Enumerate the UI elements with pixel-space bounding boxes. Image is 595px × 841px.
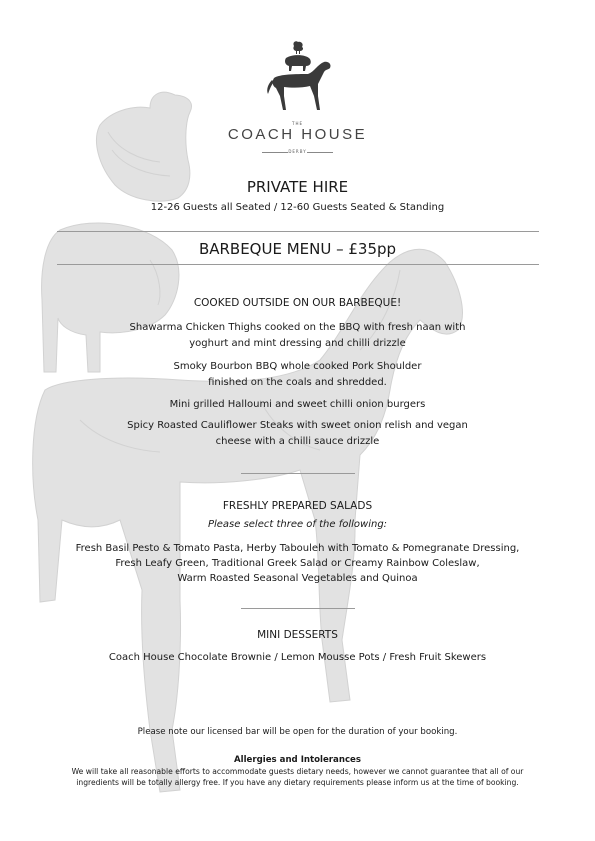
bbq-line: yoghurt and mint dressing and chilli drizzle	[189, 338, 406, 349]
allergies-text: We will take all reasonable efforts to accommodate guests dietary needs, however we cannot guarantee that all of our	[71, 767, 524, 776]
menu-title: BARBEQUE MENU – £35pp	[198, 240, 397, 258]
salads-heading: FRESHLY PREPARED SALADS	[222, 500, 373, 512]
bbq-line: Shawarma Chicken Thighs cooked on the BBQ with fresh naan with	[129, 322, 466, 333]
section-divider	[241, 473, 355, 474]
allergies-text: ingredients will be totally allergy free. If you have any dietary requirements please inform us at the time of booking.	[76, 778, 519, 787]
salad-line: Fresh Leafy Green, Traditional Greek Salad or Creamy Rainbow Coleslaw,	[115, 558, 480, 569]
desserts-line: Coach House Chocolate Brownie / Lemon Mousse Pots / Fresh Fruit Skewers	[108, 652, 487, 663]
bbq-line: Smoky Bourbon BBQ whole cooked Pork Shoulder	[173, 361, 422, 372]
section-divider	[241, 608, 355, 609]
bbq-line: cheese with a chilli sauce drizzle	[215, 436, 380, 447]
brand-prefix: THE	[292, 121, 303, 126]
salad-line: Fresh Basil Pesto & Tomato Pasta, Herby Tabouleh with Tomato & Pomegranate Dressing,	[75, 543, 520, 554]
bar-note: Please note our licensed bar will be open for the duration of your booking.	[137, 727, 458, 737]
bbq-line: finished on the coals and shredded.	[208, 377, 387, 388]
stacked-animals-logo-icon	[258, 38, 338, 120]
bbq-line: Spicy Roasted Cauliflower Steaks with sweet onion relish and vegan	[127, 420, 468, 431]
salads-instruction: Please select three of the following:	[207, 519, 388, 530]
bbq-line: Mini grilled Halloumi and sweet chilli onion burgers	[169, 399, 426, 410]
divider-bottom	[57, 264, 539, 265]
divider-top	[57, 231, 539, 232]
brand-name: COACH HOUSE	[227, 126, 368, 143]
salad-line: Warm Roasted Seasonal Vegetables and Quinoa	[177, 573, 418, 584]
allergies-heading: Allergies and Intolerances	[234, 755, 361, 765]
bbq-heading: COOKED OUTSIDE ON OUR BARBEQUE!	[193, 297, 402, 309]
brand-location: DERBY	[288, 149, 307, 154]
capacity-text: 12-26 Guests all Seated / 12-60 Guests Seated & Standing	[150, 202, 445, 213]
private-hire-title: PRIVATE HIRE	[246, 178, 349, 196]
desserts-heading: MINI DESSERTS	[257, 629, 338, 641]
